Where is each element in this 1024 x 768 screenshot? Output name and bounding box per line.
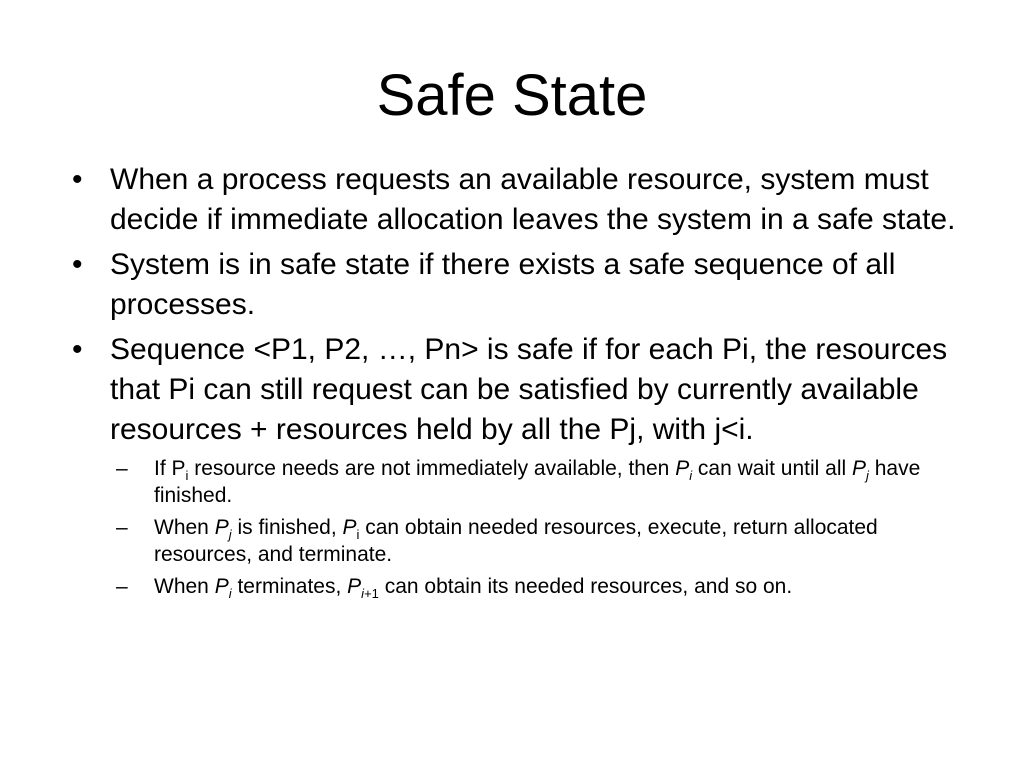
- bullet-marker: •: [72, 163, 83, 196]
- bullet-text: System is in safe state if there exists a safe sequence of all processes.: [110, 248, 896, 321]
- bullet-text: Sequence <P1, P2, …, Pn> is safe if for each Pi, the resources that Pi can still request can be satisfied by currently available resources + resources held by all the Pj, with j<i.: [110, 333, 948, 446]
- slide-content: [72, 160, 972, 605]
- bullet-text: When a process requests an available resource, system must decide if immediate allocation leaves the system in a safe state.: [110, 163, 956, 236]
- bullet-item: [72, 160, 972, 240]
- sub-bullet-text: When $P_i$ terminates, $P_{i+1}$ can obtain its needed resources, and so on.: [154, 575, 793, 602]
- sub-bullet-item: [72, 514, 972, 568]
- slide-title: Safe State: [376, 63, 648, 128]
- sub-bullet-text: When $P_j$ is finished, $P_i$ can obtain needed resources, execute, return allocated resources, and terminate.: [154, 516, 878, 566]
- sub-bullet-marker: –: [116, 575, 128, 598]
- bullet-marker: •: [72, 333, 83, 366]
- sub-bullet-list: [72, 455, 972, 600]
- sub-bullet-marker: –: [116, 516, 128, 539]
- sub-bullet-marker: –: [116, 457, 128, 480]
- sub-bullet-text: If $P_i$ resource needs are not immediately available, then $P_i$ can wait until all $P_j$ have finished.: [154, 457, 921, 507]
- sub-bullet-item: [72, 455, 972, 509]
- sub-bullet-item: [72, 573, 972, 600]
- bullet-item: [72, 330, 972, 450]
- bullet-item: [72, 245, 972, 325]
- bullet-marker: •: [72, 248, 83, 281]
